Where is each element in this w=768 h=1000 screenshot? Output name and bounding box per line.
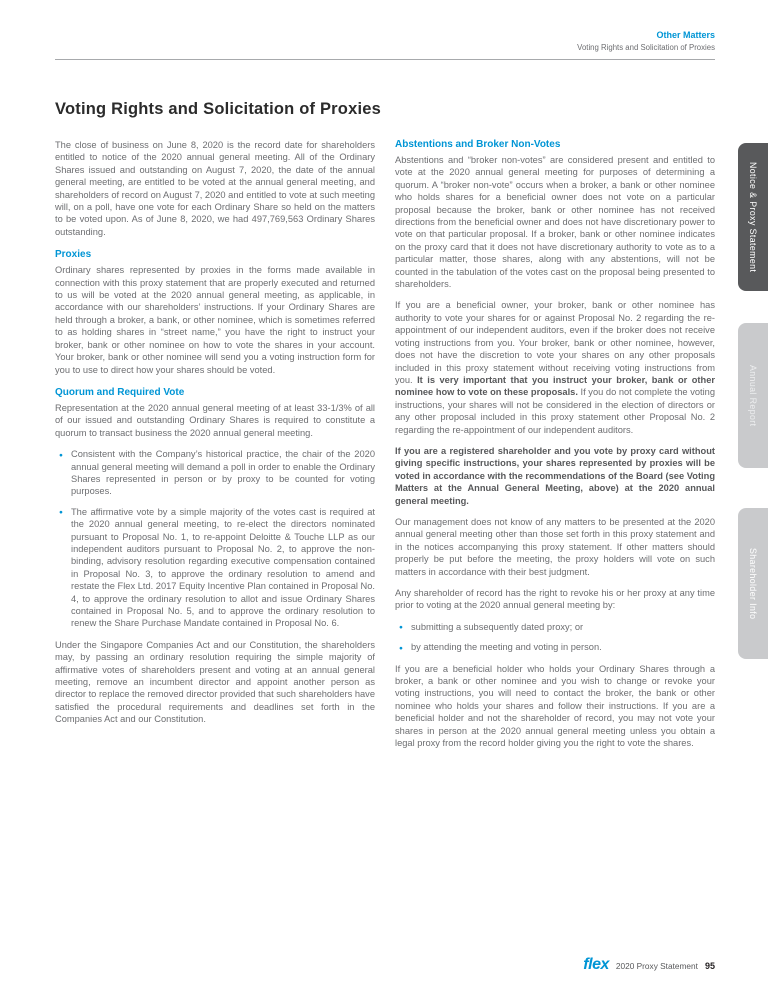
paragraph-text: If you do not complete the voting instructions, your shares will not be considered in the election of directors or any other proposal included in this proxy statement other Proposal No. 2 regarding the re-appointment of our independent auditors. — [395, 387, 715, 435]
paragraph-text: If you are a beneficial owner, your broker, bank or other nominee has authority to vote your shares for or against Proposal No. 2 regarding the re-appointment of our independent auditors, even if the broker does not receive voting instructions from you. Your broker, bank or other nominee, however, does not have the discretion to vote your shares on any other proposals included in this proxy statement without receiving voting instructions from you. — [395, 300, 715, 385]
abstentions-paragraph: Abstentions and “broker non-votes” are considered present and entitled to vote at the 2020 annual general meeting for purposes of determining a quorum. A “broker non-vote” occurs when a broker, a bank or other nominee who holds shares for a beneficial owner does not vote on a particular proposal because the broker, bank or other nominee has not received directions from the beneficial owner and does not have discretionary power to vote on that particular proposal. If a broker, bank or other nominee indicates on the proxy card that it does not have discretionary authority to vote as to a particular matter, those shares, along with any abstentions, will not be counted in the tabulation of the votes cast on the proposal being presented to shareholders. — [395, 155, 715, 290]
beneficial-owner-paragraph — [395, 299, 715, 435]
bullet-text: submitting a subsequently dated proxy; or — [411, 621, 584, 632]
tab-shareholder-info[interactable]: Shareholder Info — [738, 508, 768, 659]
header-section-title: Other Matters — [656, 30, 715, 40]
tab-notice-proxy-statement[interactable]: Notice & Proxy Statement — [738, 143, 768, 291]
header-subsection-title: Voting Rights and Solicitation of Proxies — [577, 43, 715, 52]
page-footer — [583, 956, 715, 974]
management-paragraph: Our management does not know of any matters to be presented at the 2020 annual general meeting other than those set forth in this proxy statement and in the notices accompanying this proxy statement. If other matters should properly be put before the meeting, the proxy holders will vote on such matters in accordance with their best judgment. — [395, 516, 715, 577]
bullet-text: Consistent with the Company’s historical practice, the chair of the 2020 annual general meeting will demand a poll in order to enable the Ordinary Shares represented in person or by proxy to be counted for voting purposes. — [71, 449, 375, 497]
bullet-text: The affirmative vote by a simple majority of the votes cast is required at the 2020 annual general meeting, to re-elect the directors nominated pursuant to Proposal No. 1, to re-appoint Deloitte & Touche LLP as our independent auditors pursuant to Proposal No. 2, to approve the non-binding, advisory resolution regarding executive compensation contained in Proposal No. 3, to approve the ordinary resolution to amend and restate the Flex Ltd. 2017 Equity Incentive Plan contained in Proposal No. 4, to approve the ordinary resolution to allot and issue Ordinary Shares contained in Proposal No. 5, and to approve the ordinary resolution to renew the Share Purchase Mandate contained in Proposal No. 6. — [71, 506, 375, 629]
left-column — [55, 139, 375, 758]
singapore-act-paragraph: Under the Singapore Companies Act and our Constitution, the shareholders may, by passing an ordinary resolution requiring the simple majority of affirmative votes of shareholders present and voting at an annual general meeting, remove an incumbent director and appoint another person as director to replace the removed director provided that such shareholders have satisfied the procedural requirements and deadlines set forth in the Companies Act and our Constitution. — [55, 639, 375, 725]
abstentions-heading: Abstentions and Broker Non-Votes — [395, 139, 561, 150]
footer-document-title: 2020 Proxy Statement — [615, 961, 698, 971]
list-item — [59, 448, 375, 498]
right-column — [395, 139, 715, 758]
flex-logo: flex — [583, 956, 609, 973]
revoke-proxy-paragraph: Any shareholder of record has the right to revoke his or her proxy at any time prior to voting at the 2020 annual general meeting by: — [395, 588, 715, 611]
page-content — [55, 30, 715, 758]
proxies-heading: Proxies — [55, 249, 92, 261]
list-item — [399, 641, 715, 653]
two-column-body — [55, 139, 715, 758]
running-header — [55, 30, 715, 60]
page-title: Voting Rights and Solicitation of Proxies — [55, 100, 381, 118]
bullet-text: by attending the meeting and voting in person. — [411, 642, 602, 653]
revoke-bullet-list — [399, 621, 715, 654]
list-item — [59, 506, 375, 630]
quorum-heading: Quorum and Required Vote — [55, 386, 185, 398]
registered-shareholder-paragraph: If you are a registered shareholder and you vote by proxy card without giving specific instructions, your shares represented by proxies will be voted in accordance with the recommendations of the Board (see Voting Matters at the Annual General Meeting, above) at the 2020 annual general meeting. — [395, 445, 715, 506]
header-divider — [55, 59, 715, 60]
paragraph-bold-text: It is very important that you instruct your broker, bank or other nominee how to vote on these proposals. — [395, 374, 715, 398]
tab-annual-report[interactable]: Annual Report — [738, 323, 768, 468]
quorum-paragraph: Representation at the 2020 annual general meeting of at least 33-1/3% of all of our issued and outstanding Ordinary Shares is required to constitute a quorum to transact business the 2020 annual general meeting. — [55, 402, 375, 438]
list-item — [399, 621, 715, 633]
beneficial-holder-paragraph: If you are a beneficial holder who holds your Ordinary Shares through a broker, a bank or other nominee and you wish to change or revoke your voting instructions, you will need to contact the broker, the bank or other nominee who holds your shares and follow their instructions. If you are a beneficial holder and not the shareholder of record, you may not vote your shares in person at the 2020 annual general meeting unless you obtain a legal proxy from the record holder giving you the right to vote the shares. — [395, 663, 715, 749]
quorum-bullet-list — [59, 448, 375, 630]
intro-paragraph: The close of business on June 8, 2020 is the record date for shareholders entitled to notice of the 2020 annual general meeting. All of the Ordinary Shares issued and outstanding on August 7, 2020, the date of the annual general meeting, are entitled to be voted at the annual general meeting, and shareholders of record on August 7, 2020 and entitled to vote at such meeting will, on a poll, have one vote for each Ordinary Share so held on the matters to be voted upon. As of June 8, 2020, we had 497,769,563 Ordinary Shares outstanding. — [55, 140, 375, 237]
page-number: 95 — [704, 961, 715, 971]
proxies-paragraph: Ordinary shares represented by proxies in the forms made available in connection with this proxy statement that are properly executed and returned to us will be voted at the 2020 annual general meeting, as applicable, in accordance with our shareholders’ instructions. If your Ordinary Shares are held through a broker, a bank, or other nominee, which is sometimes referred to as holding shares in “street name,” you have the right to instruct your broker, bank or other nominee on how to vote the shares in your account. Your broker, bank or other nominee will send you a voting instruction form for you to use to direct how your shares should be voted. — [55, 265, 375, 375]
